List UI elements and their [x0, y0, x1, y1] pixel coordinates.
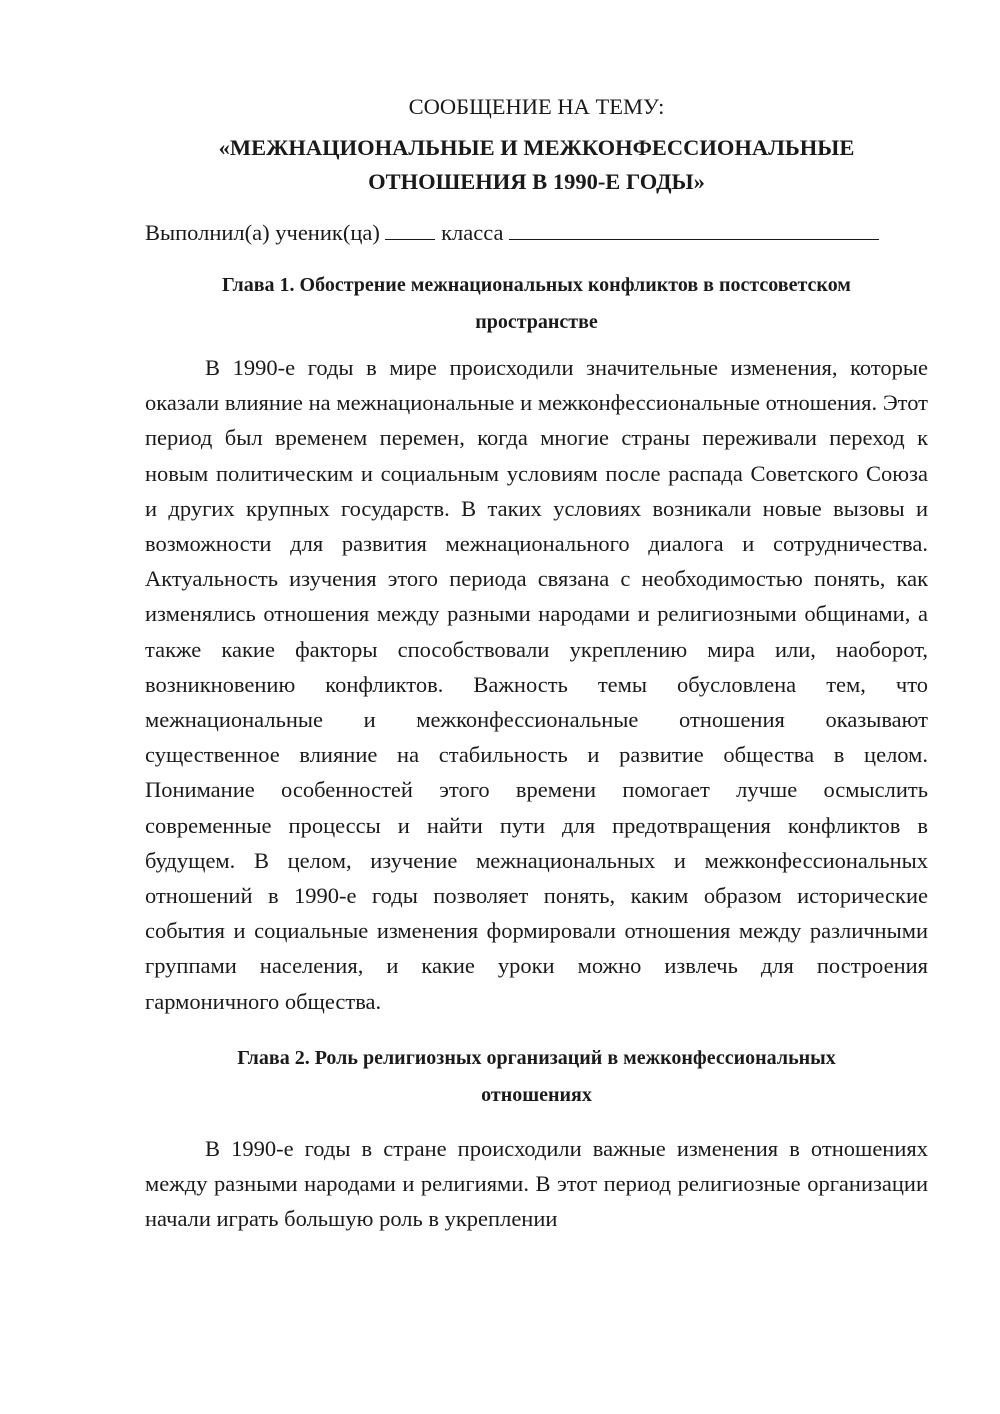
- chapter-2-heading-line-1: Глава 2. Роль религиозных организаций в межконфессиональных: [237, 1046, 836, 1069]
- chapter-2-heading-line-2: отношениях: [481, 1083, 592, 1106]
- chapter-1-heading: [145, 267, 928, 341]
- chapter-1-paragraph: В 1990-е годы в мире происходили значительные изменения, которые оказали влияние на межнациональные и межконфессиональные отношения. Этот период был временем перемен, когда многие страны переживали переход к новым политическим и социальным условиям после распада Советского Союза и других крупных государств. В таких условиях возникали новые вызовы и возможности для развития межнационального диалога и сотрудничества. Актуальность изучения этого периода связана с необходимостью понять, как изменялись отношения между разными народами и религиозными общинами, а также какие факторы способствовали укреплению мира или, наоборот, возникновению конфликтов. Важность темы обусловлена тем, что межнациональные и межконфессиональные отношения оказывают существенное влияние на стабильность и развитие общества в целом. Понимание особенностей этого времени помогает лучше осмыслить современные процессы и найти пути для предотвращения конфликтов в будущем. В целом, изучение межнациональных и межконфессиональных отношений в 1990-е годы позволяет понять, каким образом исторические события и социальные изменения формировали отношения между различными группами населения, и какие уроки можно извлечь для построения гармоничного общества.: [145, 355, 928, 1014]
- class-number-blank: [385, 217, 435, 240]
- student-name-blank: [509, 217, 879, 240]
- title-line-1: «МЕЖНАЦИОНАЛЬНЫЕ И МЕЖКОНФЕССИОНАЛЬНЫЕ: [218, 135, 855, 160]
- document-page: [145, 92, 928, 1236]
- chapter-1-heading-line-1: Глава 1. Обострение межнациональных конфликтов в постсоветском: [222, 274, 851, 296]
- author-prefix: Выполнил(а) ученик(ца): [145, 220, 380, 245]
- class-label: класса: [441, 220, 504, 245]
- chapter-2-heading: [145, 1040, 928, 1114]
- topic-label: СООБЩЕНИЕ НА ТЕМУ:: [408, 94, 665, 119]
- chapter-2-paragraph: В 1990-е годы в стране происходили важные изменения в отношениях между разными народами и религиями. В этот период религиозные организации начали играть большую роль в укреплении: [145, 1135, 928, 1232]
- title-line-2: ОТНОШЕНИЯ В 1990-Е ГОДЫ»: [368, 169, 705, 194]
- author-line: [145, 217, 928, 248]
- document-title: [145, 131, 928, 199]
- chapter-1-heading-line-2: пространстве: [475, 311, 598, 333]
